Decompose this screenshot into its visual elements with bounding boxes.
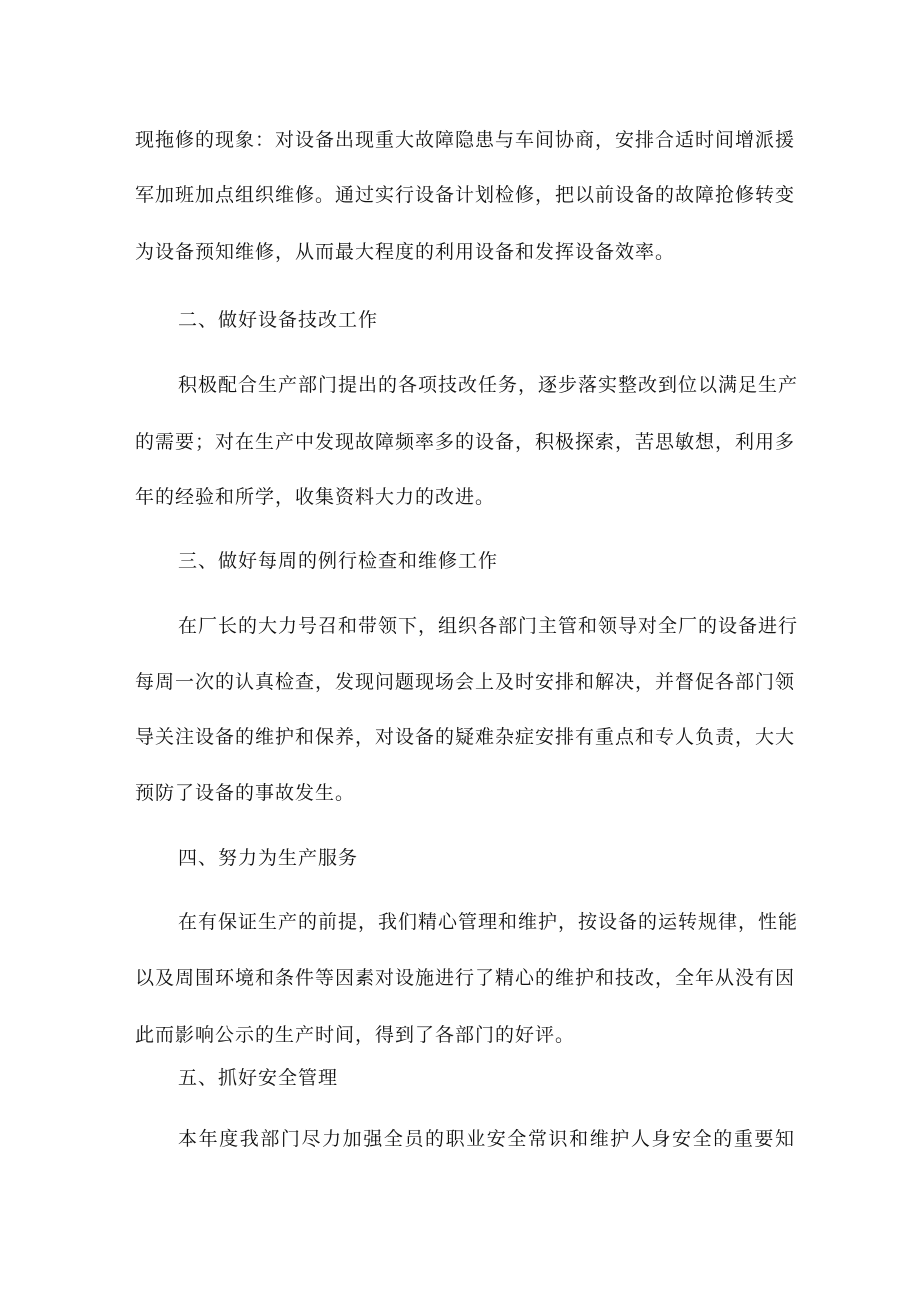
body-text-line: 年的经验和所学，收集资料大力的改进。 [135, 486, 496, 508]
body-text-line: 在有保证生产的前提，我们精心管理和维护，按设备的运转规律，性能 [178, 911, 799, 933]
body-text-line: 每周一次的认真检查，发现问题现场会上及时安排和解决，并督促各部门领 [135, 671, 796, 693]
body-text-line: 为设备预知维修，从而最大程度的利用设备和发挥设备效率。 [135, 241, 676, 263]
body-text-line: 本年度我部门尽力加强全员的职业安全常识和维护人身安全的重要知 [178, 1128, 795, 1150]
body-text-line: 的需要；对在生产中发现故障频率多的设备，积极探索，苦思敏想，利用多 [135, 431, 796, 453]
section-heading: 四、努力为生产服务 [178, 847, 359, 869]
section-heading: 三、做好每周的例行检查和维修工作 [178, 550, 499, 572]
body-text-line: 预防了设备的事故发生。 [135, 782, 356, 804]
body-text-line: 导关注设备的维护和保养，对设备的疑难杂症安排有重点和专人负责，大大 [135, 726, 796, 748]
section-heading: 二、做好设备技改工作 [178, 309, 379, 331]
section-heading: 五、抓好安全管理 [178, 1067, 339, 1089]
body-text-line: 此而影响公示的生产时间，得到了各部门的好评。 [135, 1024, 576, 1046]
body-text-line: 现拖修的现象：对设备出现重大故障隐患与车间协商，安排合适时间增派援 [135, 129, 796, 151]
body-text-line: 积极配合生产部门提出的各项技改任务，逐步落实整改到位以满足生产 [178, 374, 799, 396]
body-text-line: 在厂长的大力号召和带领下，组织各部门主管和领导对全厂的设备进行 [178, 615, 799, 637]
body-text-line: 以及周围环境和条件等因素对设施进行了精心的维护和技改，全年从没有因 [135, 967, 796, 989]
body-text-line: 军加班加点组织维修。通过实行设备计划检修，把以前设备的故障抢修转变 [135, 184, 796, 206]
